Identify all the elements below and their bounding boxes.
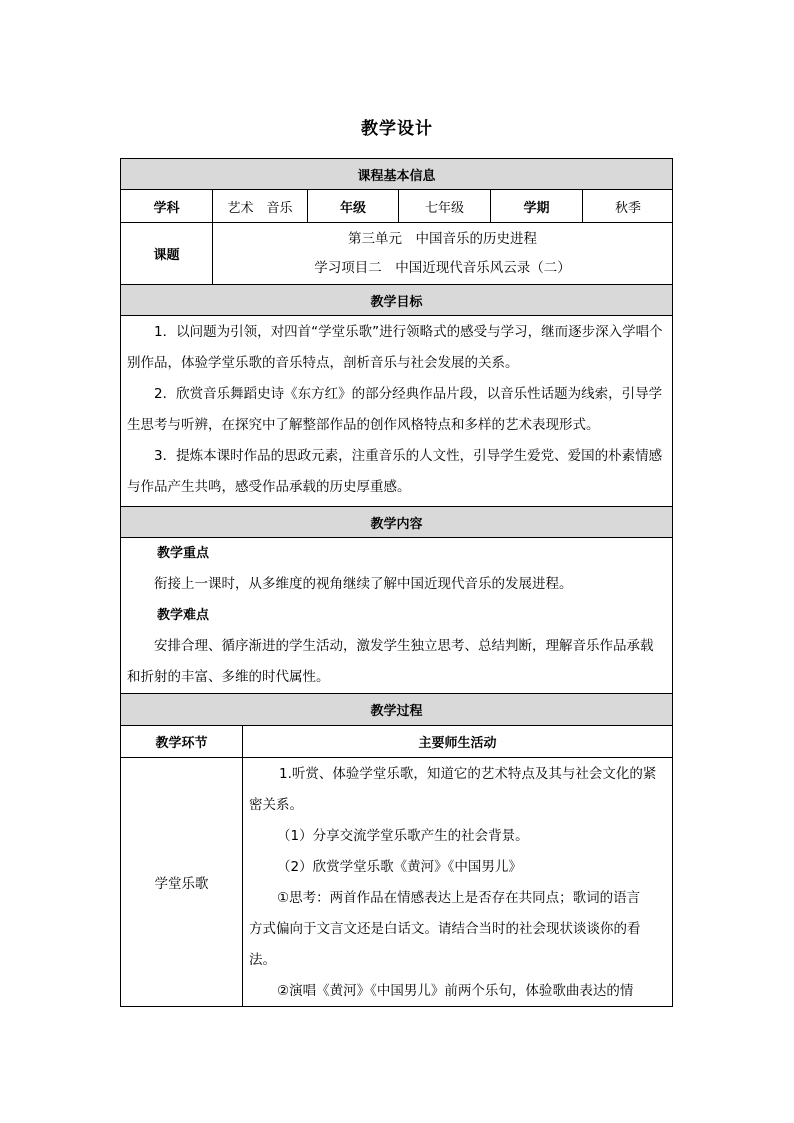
key-point-text: 衔接上一课时，从多维度的视角继续了解中国近现代音乐的发展进程。 bbox=[154, 576, 573, 592]
stage-name: 学堂乐歌 bbox=[154, 876, 209, 892]
process-header bbox=[120, 693, 673, 725]
activity-line: （1）分享交流学堂乐歌产生的社会背景。 bbox=[277, 828, 529, 844]
activity-line: （2）欣赏学堂乐歌《黄河》《中国男儿》 bbox=[277, 859, 522, 875]
content-body bbox=[120, 537, 673, 693]
goals-header-label: 教学目标 bbox=[370, 294, 423, 310]
term-value: 秋季 bbox=[582, 190, 673, 222]
key-point-label: 教学重点 bbox=[157, 546, 210, 561]
activity-cell bbox=[242, 758, 672, 1006]
activity-line: 法。 bbox=[249, 952, 276, 968]
topic-value bbox=[212, 223, 672, 284]
goal-paragraph-3: 3．提炼本课时作品的思政元素，注重音乐的人文性，引导学生爱党、爱国的朴素情感与作品产生共鸣，感受作品承载的历史厚重感。 bbox=[127, 448, 663, 495]
content-header bbox=[120, 506, 673, 537]
grade-label: 年级 bbox=[307, 190, 398, 222]
activity-line: 方式偏向于文言文还是白话文。请结合当时的社会现状谈谈你的看 bbox=[249, 921, 641, 937]
document-title: 教学设计 bbox=[361, 119, 433, 139]
goals-body bbox=[120, 315, 673, 506]
basic-info-row bbox=[120, 189, 673, 222]
term-label: 学期 bbox=[490, 190, 582, 222]
process-column-headers bbox=[120, 725, 673, 757]
subject-label: 学科 bbox=[153, 200, 180, 216]
topic-line-2: 学习项目二 中国近现代音乐风云录（二） bbox=[314, 259, 571, 276]
topic-line-1: 第三单元 中国音乐的历史进程 bbox=[348, 230, 537, 247]
subject-value: 艺术 音乐 bbox=[212, 190, 307, 222]
activity-line: ②演唱《黄河》《中国男儿》前两个乐句，体验歌曲表达的情 bbox=[277, 983, 634, 999]
basic-info-header bbox=[120, 158, 673, 189]
goal-paragraph-2: 2．欣赏音乐舞蹈史诗《东方红》的部分经典作品片段，以音乐性话题为线索，引导学生思考与听辨，在探究中了解整部作品的创作风格特点和多样的艺术表现形式。 bbox=[127, 386, 663, 433]
process-body-row bbox=[120, 757, 673, 1007]
goal-paragraph-1: 1．以问题为引领，对四首“学堂乐歌”进行领略式的感受与学习，继而逐步深入学唱个别作品，体验学堂乐歌的音乐特点，剖析音乐与社会发展的关系。 bbox=[127, 324, 663, 371]
process-header-label: 教学过程 bbox=[370, 704, 423, 719]
topic-row bbox=[120, 222, 673, 284]
activity-line: 密关系。 bbox=[249, 797, 303, 813]
activity-column-header: 主要师生活动 bbox=[242, 726, 672, 757]
difficulty-text: 安排合理、循序渐进的学生活动，激发学生独立思考、总结判断，理解音乐作品承载和折射的丰富、多维的时代属性。 bbox=[127, 638, 654, 685]
activity-line: 1.听赏、体验学堂乐歌，知道它的艺术特点及其与社会文化的紧 bbox=[279, 766, 657, 782]
basic-info-header-label: 课程基本信息 bbox=[357, 168, 436, 184]
grade-value: 七年级 bbox=[398, 190, 490, 222]
topic-label: 课题 bbox=[153, 248, 180, 263]
goals-header bbox=[120, 284, 673, 315]
difficulty-label: 教学难点 bbox=[157, 608, 210, 623]
activity-line: ①思考：两首作品在情感表达上是否存在共同点；歌词的语言 bbox=[277, 890, 641, 906]
stage-column-header: 教学环节 bbox=[155, 736, 208, 751]
content-header-label: 教学内容 bbox=[370, 516, 423, 532]
